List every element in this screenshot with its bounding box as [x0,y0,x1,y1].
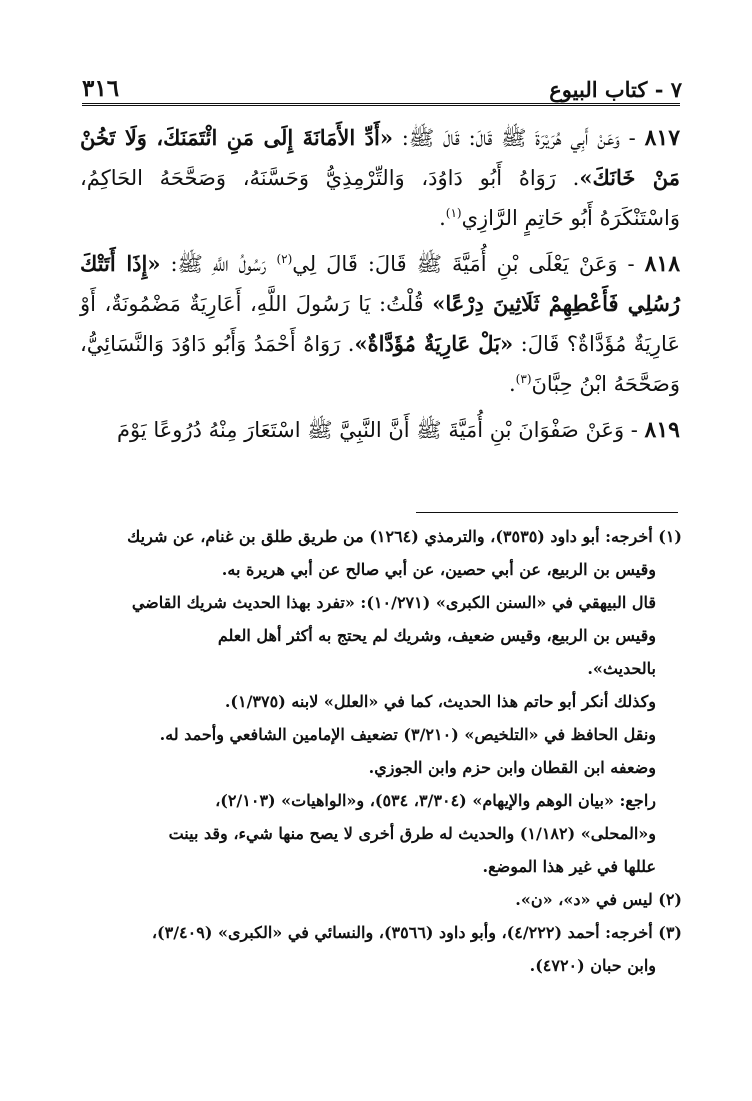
hadith-number: ٨١٧ [644,125,681,151]
hadith-quote-answer: «بَلْ عَارِيَةٌ مُؤَدَّاةٌ» [354,331,514,356]
hadith-narration: . رَوَاهُ أَحْمَدُ وَأَبُو دَاوُدَ وَالنَّسَائِيُّ، وَصَحَّحَهُ ابْنُ حِبَّانَ [80,332,680,396]
hadith-quote: «أَدِّ الأَمَانَةَ إِلَى مَنِ ائْتَمَنَكَ، وَلَا تَخُنْ مَنْ خَانَكَ» [80,125,680,190]
footnote-line: راجع: «بيان الوهم والإيهام» (٣/٣٠٤، ٥٣٤)، و«الواهيات» (٢/١٠٣)، [215,791,656,810]
page-header [82,66,682,102]
hadith-quote: «إِذَا أَتَتْكَ رُسُلِي فَأَعْطِهِمْ ثَلَاثِينَ دِرْعًا» [80,251,680,316]
hadith-817 [80,118,680,238]
main-text [80,118,680,456]
footnote-line: وقيس بن الربيع، وقيس ضعيف، وشريك لم يحتج به أكثر أهل العلم [217,626,656,645]
footnote-line: بالحديث». [587,659,656,678]
footnote-ref[interactable]: (٣) [515,372,532,386]
footnote-divider [416,512,678,513]
page-number: ٣١٦ [82,75,120,102]
footnote-line: عللها في غير هذا الموضع. [482,857,656,876]
footnote-line: قال البيهقي في «السنن الكبرى» (١٠/٢٧١): «تفرد بهذا الحديث شريك القاضي [131,593,656,612]
hadith-end: . [439,206,446,230]
footnote-line: (٢) ليس في «د»، «ن». [515,890,682,909]
hadith-intro: - وَعَنْ أَبِي هُرَيْرَةَ ﷺ قَالَ: قَالَ ﷺ: [392,126,645,150]
hadith-end: . [508,372,516,396]
header-divider [82,103,680,106]
hadith-intro: - وَعَنْ صَفْوَانَ بْنِ أُمَيَّةَ ﷺ أَنَّ النَّبِيَّ ﷺ اسْتَعَارَ مِنْهُ دُرُوعًا يَوْمَ [117,418,645,442]
hadith-intro-continued: رَسُولُ اللَّهِ ﷺ: [160,252,277,276]
hadith-intro: - وَعَنْ يَعْلَى بْنِ أُمَيَّةَ ﷺ قَالَ: قَالَ لِي [292,252,645,276]
footnote-ref[interactable]: (١) [445,206,462,220]
hadith-819 [80,410,680,450]
footnote-line: و«المحلى» (١/١٨٢) والحديث له طرق أخرى لا يصح منها شيء، وقد بينت [168,824,656,843]
hadith-number: ٨١٩ [644,417,680,443]
footnote-line: ونقل الحافظ في «التلخيص» (٣/٢١٠) تضعيف الإمامين الشافعي وأحمد له. [159,725,656,744]
footnote-line: وابن حبان (٤٧٢٠). [529,956,656,975]
footnote-line: وضعفه ابن القطان وابن حزم وابن الجوزي. [368,758,656,777]
hadith-dialogue: قُلْتُ: يَا رَسُولَ اللَّهِ، أَعَارِيَةٌ مَضْمُونَةٌ، أَوْ عَارِيَةٌ مُؤَدَّاةٌ؟ قَالَ: [80,292,680,356]
hadith-number: ٨١٨ [644,251,681,277]
footnote-line: (٣) أخرجه: أحمد (٤/٢٢٢)، وأبو داود (٣٥٦٦)، والنسائي في «الكبرى» (٣/٤٠٩)، [151,923,682,942]
footnote-line: (١) أخرجه: أبو داود (٣٥٣٥)، والترمذي (١٢٦٤) من طريق طلق بن غنام، عن شريك [127,527,682,546]
hadith-818 [80,244,680,404]
chapter-title: ٧ - كتاب البيوع [549,77,682,102]
footnote-line: وكذلك أنكر أبو حاتم هذا الحديث، كما في «العلل» لابنه (١/٣٧٥). [224,692,656,711]
footnotes [82,520,682,982]
footnote-ref[interactable]: (٢) [276,252,293,266]
footnote-line: وقيس بن الربيع، عن أبي حصين، عن أبي صالح عن أبي هريرة به. [221,560,656,579]
hadith-narration: . رَوَاهُ أَبُو دَاوُدَ، وَالتِّرْمِذِيُّ وَحَسَّنَهُ، وَصَحَّحَهُ الحَاكِمُ، وَاسْتَنْكَرَهُ أَبُو حَاتِمٍ الرَّازِي [80,166,680,230]
